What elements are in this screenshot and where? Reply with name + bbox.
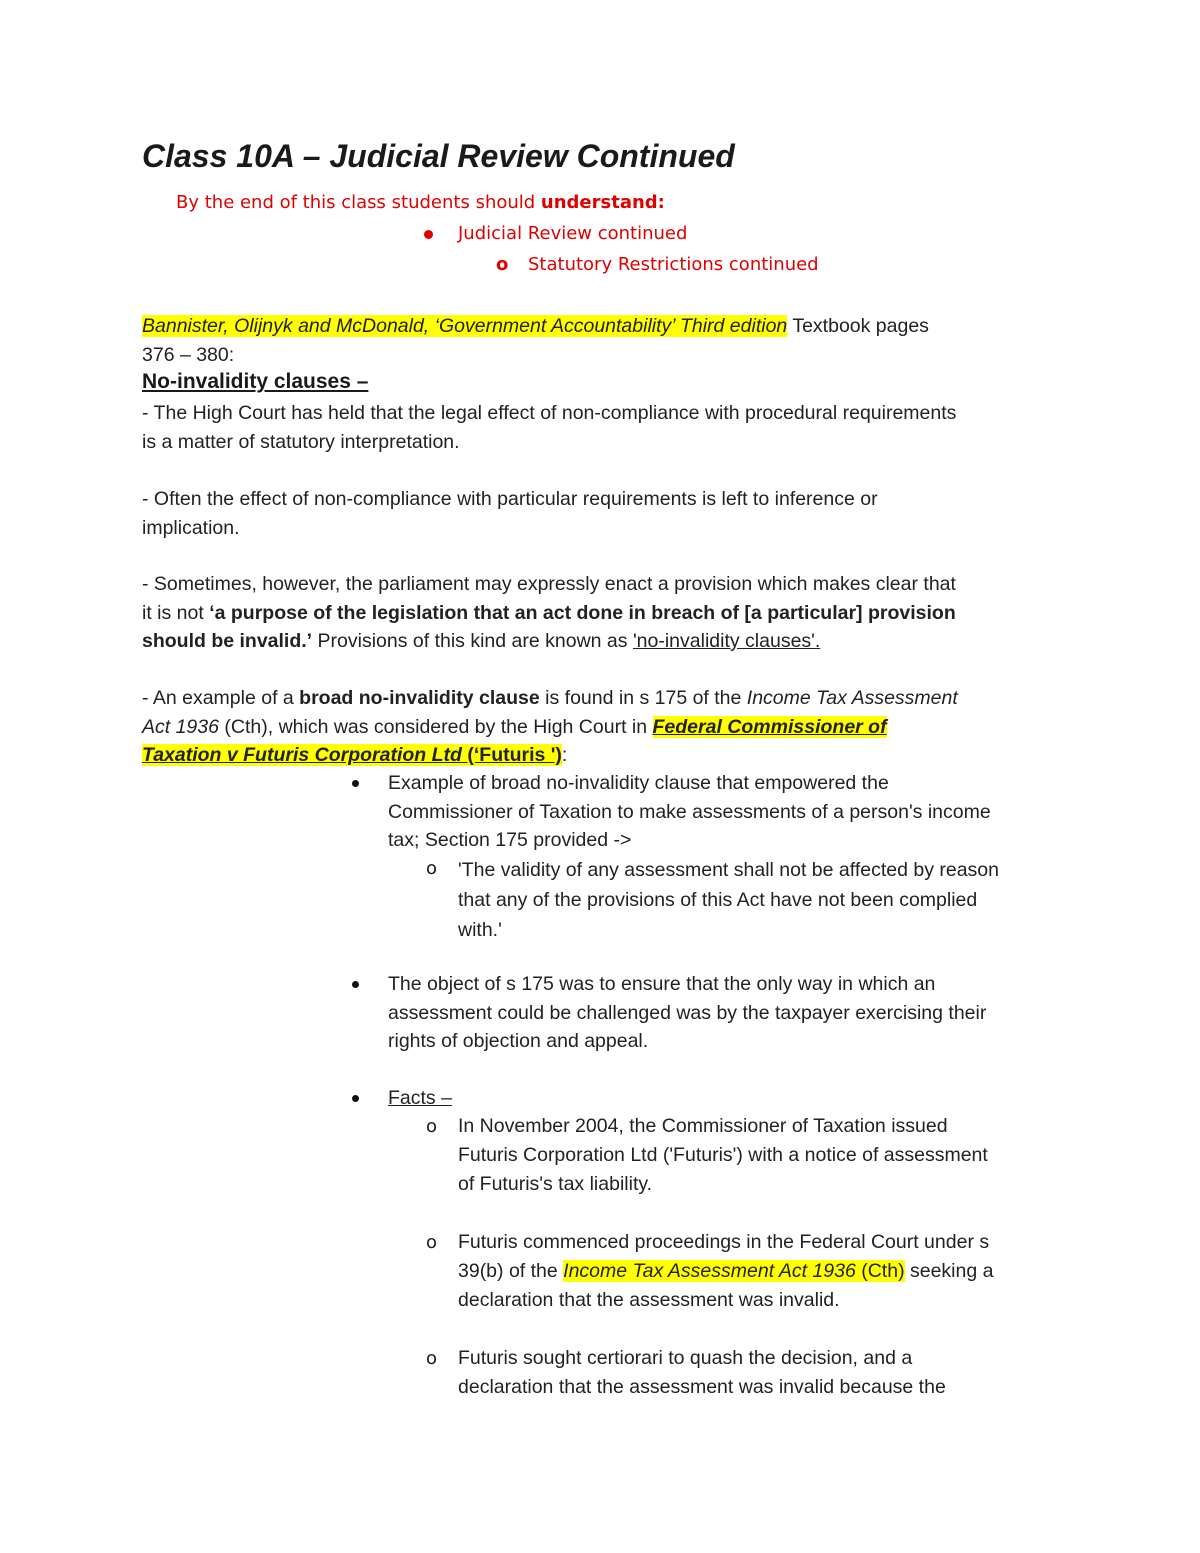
paragraph-line: - The High Court has held that the legal effect of non-compliance with procedural requirements <box>142 402 957 424</box>
paragraph-line: - Often the effect of non-compliance with particular requirements is left to inference or <box>142 488 878 510</box>
act-name: Act 1936 <box>142 715 219 738</box>
objectives-intro <box>176 192 665 213</box>
bullet-line: The object of s 175 was to ensure that the only way in which an <box>388 973 936 995</box>
paragraph-1 <box>142 399 956 456</box>
bullet-circle-icon: o <box>426 1116 438 1137</box>
paragraph-2 <box>142 485 878 542</box>
textbook-citation: Bannister, Olijnyk and McDonald, ‘Government Accountability’ Third edition <box>142 315 788 337</box>
bullet-dot-icon <box>424 230 433 239</box>
bullet-line: 'The validity of any assessment shall not be affected by reason <box>458 859 1000 881</box>
objective-item: Judicial Review continued <box>458 223 688 244</box>
page-title: Class 10A – Judicial Review Continued <box>142 138 735 174</box>
bullet-line: declaration that the assessment was invalid. <box>458 1289 840 1311</box>
paragraph-line: implication. <box>142 516 240 539</box>
paragraph-line: is a matter of statutory interpretation. <box>142 430 460 453</box>
bullet-item <box>388 769 991 855</box>
bullet-dot-icon <box>352 780 359 787</box>
fact-item <box>458 1344 946 1402</box>
bullet-line: declaration that the assessment was invalid because the <box>458 1376 946 1398</box>
bullet-line: rights of objection and appeal. <box>388 1030 649 1052</box>
bullet-text: seeking a <box>904 1260 994 1282</box>
facts-label: Facts – <box>388 1087 452 1109</box>
quoted-provision-end: should be invalid.’ <box>142 630 313 652</box>
bullet-line: Example of broad no-invalidity clause that empowered the <box>388 772 889 794</box>
bullet-line: with.' <box>458 919 502 941</box>
term-no-invalidity-clauses: 'no-invalidity clauses'. <box>632 630 821 652</box>
paragraph-text: : <box>561 744 568 766</box>
fact-item <box>458 1228 993 1315</box>
jurisdiction: (Cth) <box>855 1260 905 1282</box>
act-name: Income Tax Assessment Act 1936 <box>563 1260 856 1282</box>
quoted-provision: ‘a purpose of the legislation that an act done in breach of [a particular] provision <box>209 601 956 624</box>
bullet-dot-icon <box>352 1095 359 1102</box>
textbook-pages: 376 – 380: <box>142 343 235 366</box>
objectives-intro-text: By the end of this class students should <box>176 192 541 213</box>
case-name: Federal Commissioner of <box>652 715 887 738</box>
bullet-text: 39(b) of the <box>458 1260 564 1282</box>
bullet-line: In November 2004, the Commissioner of Taxation issued <box>458 1115 948 1137</box>
paragraph-text: Provisions of this kind are known as <box>312 630 633 652</box>
bullet-line: assessment could be challenged was by the taxpayer exercising their <box>388 1001 987 1024</box>
bullet-line: that any of the provisions of this Act have not been complied <box>458 889 978 911</box>
bullet-line: of Futuris's tax liability. <box>458 1173 653 1195</box>
paragraph-text: is found in s 175 of the <box>539 687 747 709</box>
term-broad-clause: broad no-invalidity clause <box>299 687 540 709</box>
case-short-name: (‘Futuris ') <box>461 744 562 766</box>
bullet-line: tax; Section 175 provided -> <box>388 829 632 851</box>
fact-item <box>458 1112 988 1199</box>
bullet-circle-icon: o <box>496 254 509 275</box>
bullet-circle-icon: o <box>426 1232 438 1253</box>
bullet-subitem <box>458 855 999 945</box>
bullet-line: Futuris sought certiorari to quash the decision, and a <box>458 1347 913 1369</box>
reading-reference <box>142 312 1062 369</box>
case-name: Taxation v Futuris Corporation Ltd <box>142 744 462 766</box>
paragraph-line: - Sometimes, however, the parliament may expressly enact a provision which makes clear that <box>142 573 956 595</box>
section-heading: No-invalidity clauses – <box>142 370 369 393</box>
bullet-dot-icon <box>352 981 359 988</box>
paragraph-text: - An example of a <box>142 687 300 709</box>
bullet-line: Futuris Corporation Ltd ('Futuris') with a notice of assessment <box>458 1144 988 1166</box>
bullet-item <box>388 970 986 1056</box>
paragraph-text: (Cth), which was considered by the High Court in <box>218 715 653 738</box>
bullet-circle-icon: o <box>426 1348 438 1369</box>
bullet-circle-icon: o <box>426 858 438 879</box>
objectives-intro-bold: understand: <box>540 192 665 213</box>
objective-subitem: Statutory Restrictions continued <box>528 254 819 275</box>
bullet-line: Commissioner of Taxation to make assessments of a person's income <box>388 800 991 823</box>
act-name: Income Tax Assessment <box>746 687 958 709</box>
paragraph-text: it is not <box>142 601 210 624</box>
textbook-pages-label: Textbook pages <box>787 315 929 337</box>
paragraph-4 <box>142 684 958 770</box>
bullet-line: Futuris commenced proceedings in the Federal Court under s <box>458 1231 990 1253</box>
paragraph-3 <box>142 570 956 656</box>
